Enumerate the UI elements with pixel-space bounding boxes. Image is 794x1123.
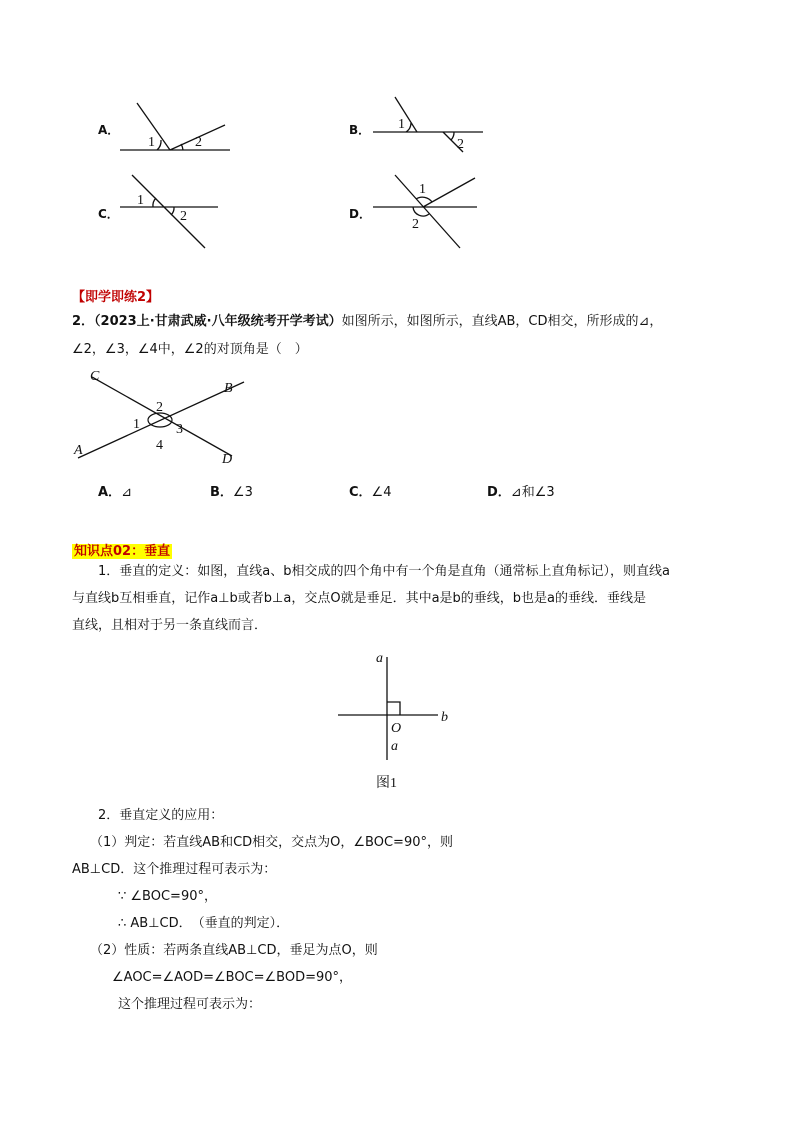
label-a-top: a: [376, 651, 383, 666]
practice-2-choice-a[interactable]: [98, 481, 132, 500]
right-angle-mark: [387, 702, 400, 715]
definition-line2: 与直线b互相垂直，记作a⊥b或者b⊥a，交点O就是垂足．其中a是b的垂线，b也是a的垂线．垂线是: [72, 591, 647, 606]
choice-d-label: D．: [487, 485, 511, 500]
option-d-label: D．: [349, 207, 371, 221]
because-line: ∵ ∠BOC=90°，: [118, 889, 217, 904]
choice-c-text: ∠4: [371, 485, 392, 500]
choice-a-text: ⊿: [121, 485, 132, 500]
figure-caption: 图1: [376, 776, 397, 791]
judgement-line2: AB⊥CD．这个推理过程可表示为：: [72, 862, 277, 877]
angle-label-3: 3: [176, 422, 183, 437]
option-c-angle-2: 2: [180, 209, 187, 224]
option-b-angle-2: 2: [457, 137, 464, 152]
choice-a-label: A．: [98, 485, 122, 500]
option-d-line-ray: [423, 178, 475, 207]
application-title: 2．垂直定义的应用：: [98, 808, 224, 823]
option-c-arc-1: [153, 198, 156, 207]
option-c-arc-2: [171, 207, 174, 215]
property-line2: ∠AOC=∠AOD=∠BOC=∠BOD=90°，: [112, 970, 353, 985]
angle-label-2: 2: [156, 400, 163, 415]
angle-label-4: 4: [156, 438, 163, 453]
property-line3: 这个推理过程可表示为：: [118, 997, 262, 1012]
option-c-line-transversal: [132, 175, 205, 248]
option-d-angle-1: 1: [419, 182, 426, 197]
property-line1: （2）性质：若两条直线AB⊥CD，垂足为点O，则: [90, 943, 378, 958]
practice-2-source: （2023上·甘肃武威·八年级统考开学考试）: [94, 314, 342, 329]
knowledge-point-title: [72, 540, 172, 559]
label-b-right: b: [441, 710, 448, 725]
option-c-angle-1: 1: [137, 193, 144, 208]
option-a-arc-1: [157, 140, 161, 150]
option-d-figure: [365, 170, 490, 255]
option-b-label: B．: [349, 123, 371, 137]
label-d: D: [222, 452, 233, 467]
practice-2-number: 2．: [72, 314, 95, 329]
choice-d-text: ⊿和∠3: [510, 485, 555, 500]
label-a-bottom: a: [391, 739, 398, 754]
definition-line1: 1．垂直的定义：如图，直线a、b相交成的四个角中有一个角是直角（通常标上直角标记），则直线a: [98, 564, 670, 579]
option-a-label: A．: [98, 123, 120, 137]
judgement-line1: （1）判定：若直线AB和CD相交，交点为O，∠BOC=90°，则: [90, 835, 453, 850]
choice-b-label: B．: [210, 485, 233, 500]
angle-label-1: 1: [133, 417, 140, 432]
option-d-arc-2: [413, 207, 429, 216]
therefore-line: ∴ AB⊥CD． （垂直的判定）．: [118, 916, 290, 931]
option-b-figure: [365, 90, 490, 160]
option-a-figure: [110, 95, 240, 160]
option-b-arc-1: [406, 123, 411, 132]
option-d-line-transversal: [395, 175, 460, 248]
perpendicular-figure: [330, 645, 460, 790]
practice-2-stem-text1: 如图所示，如图所示，直线AB，CD相交，所形成的⊿，: [341, 314, 663, 329]
definition-line3: 直线，且相对于另一条直线而言．: [72, 618, 268, 633]
option-a-angle-2: 2: [195, 135, 202, 150]
option-c-label: C．: [98, 207, 119, 221]
label-c: C: [90, 369, 100, 384]
practice-2-choice-b[interactable]: [210, 481, 253, 500]
practice-2-figure: [72, 365, 252, 465]
label-origin-o: O: [391, 721, 402, 736]
choice-c-label: C．: [349, 485, 372, 500]
label-a: A: [74, 443, 83, 458]
practice-2-stem-line1: [72, 312, 662, 332]
option-b-arc-2: [451, 132, 454, 140]
practice-2-choice-c[interactable]: [349, 481, 391, 500]
option-a-angle-1: 1: [148, 135, 155, 150]
knowledge-point-title-text: 知识点02：垂直: [74, 544, 171, 559]
choice-b-text: ∠3: [232, 485, 253, 500]
practice-2-stem-line2: ∠2，∠3，∠4中，∠2的对顶角是（ ）: [72, 342, 308, 357]
practice-2-heading: 【即学即练2】: [72, 290, 160, 305]
label-b: B: [224, 381, 233, 396]
option-d-angle-2: 2: [412, 217, 419, 232]
practice-2-choice-d[interactable]: [487, 481, 555, 500]
option-b-angle-1: 1: [398, 117, 405, 132]
option-c-figure: [110, 170, 240, 255]
